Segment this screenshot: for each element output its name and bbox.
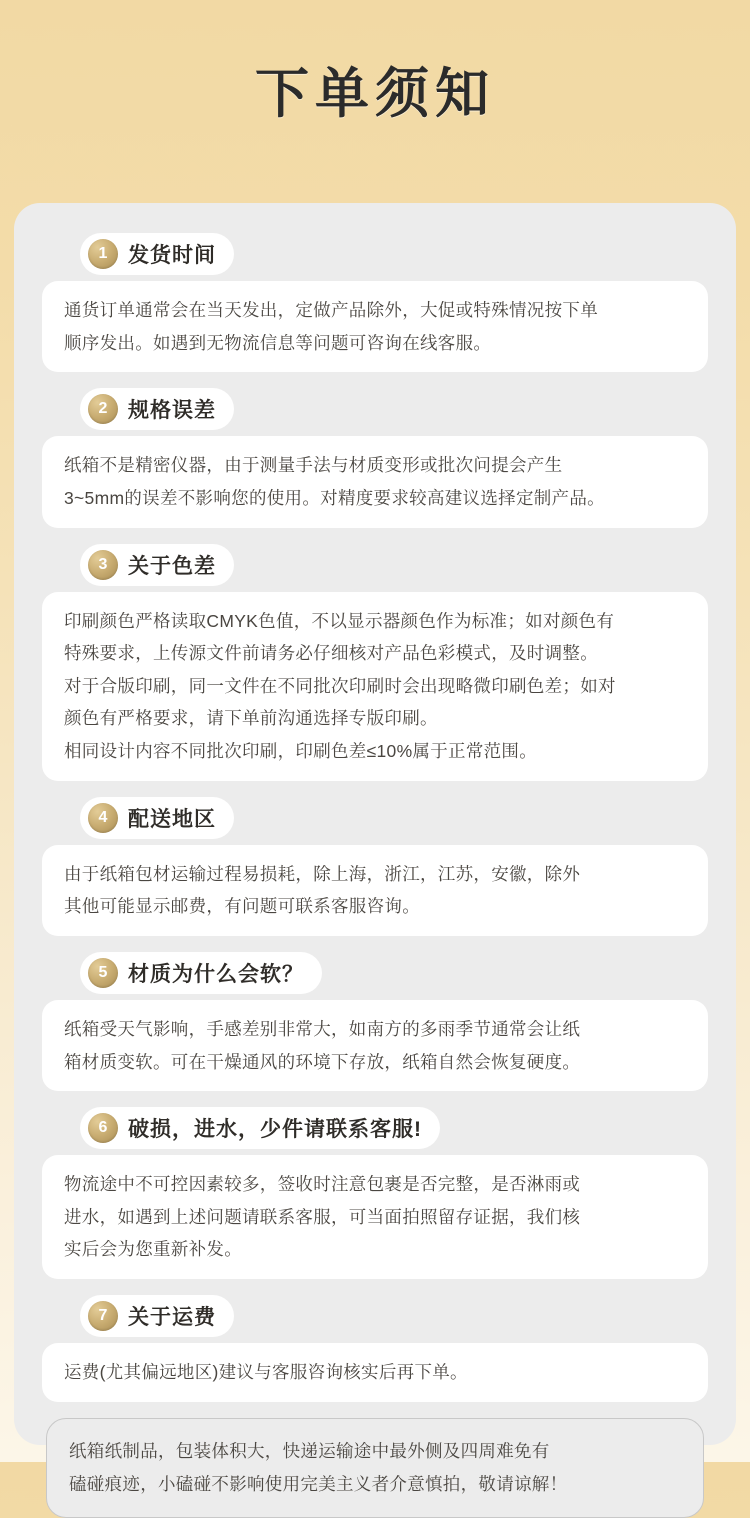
notice-section-2	[42, 380, 708, 527]
section-header-2	[80, 388, 234, 430]
section-title: 关于运费	[128, 1306, 216, 1329]
section-number-badge: 2	[88, 394, 118, 424]
footer-note	[46, 1418, 704, 1518]
section-line: 特殊要求，上传源文件前请务必仔细核对产品色彩模式，及时调整。	[64, 643, 598, 664]
section-line: 纸箱不是精密仪器，由于测量手法与材质变形或批次问提会产生	[64, 455, 563, 476]
section-line: 其他可能显示邮费，有问题可联系客服咨询。	[64, 896, 420, 917]
section-number-badge: 4	[88, 803, 118, 833]
section-line: 纸箱受天气影响，手感差别非常大，如南方的多雨季节通常会让纸	[64, 1018, 581, 1039]
section-body-1	[42, 281, 708, 372]
section-title: 材质为什么会软？	[128, 962, 304, 986]
section-body-7	[42, 1343, 708, 1402]
section-body-5	[42, 1000, 708, 1091]
section-line: 3~5mm的误差不影响您的使用。对精度要求较高建议选择定制产品。	[64, 487, 605, 508]
section-line: 顺序发出。如遇到无物流信息等问题可咨询在线客服。	[64, 332, 492, 353]
notice-section-5	[42, 944, 708, 1091]
section-line: 对于合版印刷，同一文件在不同批次印刷时会出现略微印刷色差；如对	[64, 675, 616, 696]
section-line: 相同设计内容不同批次印刷，印刷色差≤10%属于正常范围。	[64, 741, 538, 761]
section-number-badge: 6	[88, 1113, 118, 1143]
section-number-badge: 7	[88, 1301, 118, 1331]
section-header-1	[80, 233, 234, 275]
section-title: 关于色差	[128, 554, 216, 578]
footer-note-line: 纸箱纸制品，包装体积大，快递运输途中最外侧及四周难免有	[69, 1440, 550, 1461]
section-line: 箱材质变软。可在干燥通风的环境下存放，纸箱自然会恢复硬度。	[64, 1051, 581, 1072]
section-number-badge: 5	[88, 958, 118, 988]
section-line: 通货订单通常会在当天发出，定做产品除外，大促或特殊情况按下单	[64, 300, 598, 320]
section-header-5	[80, 952, 322, 994]
section-line: 印刷颜色严格读取CMYK色值，不以显示器颜色作为标准；如对颜色有	[64, 610, 615, 631]
section-body-2	[42, 436, 708, 527]
notice-section-7	[42, 1287, 708, 1402]
section-title: 规格误差	[128, 399, 216, 423]
section-line: 物流途中不可控因素较多，签收时注意包裹是否完整，是否淋雨或	[64, 1174, 581, 1195]
notice-section-4	[42, 789, 708, 936]
footer-note-line: 磕碰痕迹，小磕碰不影响使用完美主义者介意慎拍，敬请谅解！	[69, 1473, 568, 1494]
section-number-badge: 1	[88, 239, 118, 269]
section-header-3	[80, 544, 234, 586]
section-body-3	[42, 592, 708, 781]
section-body-4	[42, 845, 708, 936]
section-line: 实后会为您重新补发。	[64, 1239, 242, 1260]
notice-card	[14, 203, 736, 1494]
section-title: 配送地区	[128, 807, 216, 831]
section-line: 进水，如遇到上述问题请联系客服，可当面拍照留存证据，我们核	[64, 1206, 581, 1227]
section-body-6	[42, 1155, 708, 1279]
notice-section-6	[42, 1099, 708, 1279]
section-title: 发货时间	[128, 244, 216, 267]
notice-section-1	[42, 225, 708, 372]
section-line: 运费(尤其偏远地区)建议与客服咨询核实后再下单。	[64, 1362, 468, 1382]
section-number-badge: 3	[88, 550, 118, 580]
notice-section-3	[42, 536, 708, 781]
section-line: 颜色有严格要求，请下单前沟通选择专版印刷。	[64, 708, 438, 729]
section-line: 由于纸箱包材运输过程易损耗，除上海，浙江，江苏，安徽，除外	[64, 863, 581, 884]
section-header-6	[80, 1107, 440, 1149]
section-header-4	[80, 797, 234, 839]
section-header-7	[80, 1295, 234, 1337]
page-title: 下单须知	[255, 64, 495, 124]
section-title: 破损，进水，少件请联系客服!	[128, 1118, 422, 1142]
